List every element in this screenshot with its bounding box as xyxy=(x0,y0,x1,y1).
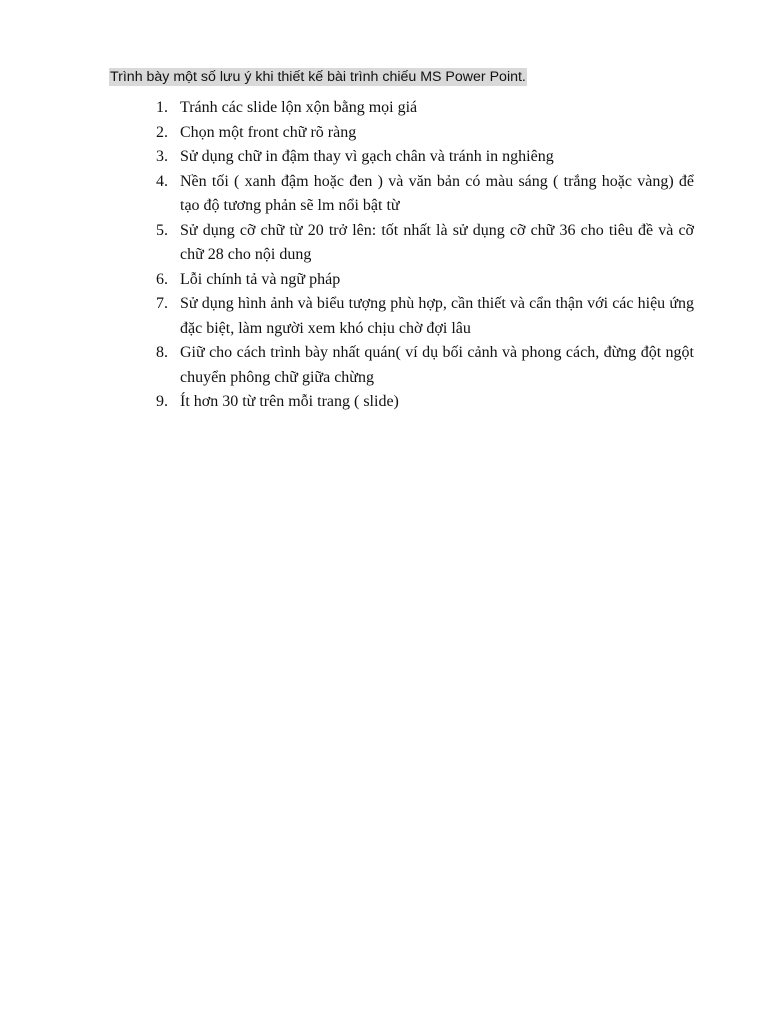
list-item-number: 3. xyxy=(156,148,168,165)
list-item-4 xyxy=(156,170,694,219)
list-item-text: Sử dụng chữ in đậm thay vì gạch chân và tránh in nghiêng xyxy=(180,148,554,165)
list-item-number: 1. xyxy=(156,99,168,116)
tips-list xyxy=(156,96,694,415)
list-item-3 xyxy=(156,145,694,170)
list-item-9 xyxy=(156,390,694,415)
list-item-1 xyxy=(156,96,694,121)
list-item-number: 9. xyxy=(156,393,168,410)
list-item-8 xyxy=(156,341,694,390)
list-item-text: Nền tối ( xanh đậm hoặc đen ) và văn bản có màu sáng ( trắng hoặc vàng) để tạo độ tương phản sẽ lm nổi bật từ xyxy=(180,172,694,214)
list-item-number: 5. xyxy=(156,221,168,239)
list-item-number: 6. xyxy=(156,270,168,288)
list-item-6 xyxy=(156,268,694,293)
list-item-number: 8. xyxy=(156,344,168,361)
list-item-text: Sử dụng cỡ chữ từ 20 trở lên: tốt nhất là sử dụng cỡ chữ 36 cho tiêu đề và cỡ chữ 28 cho nội dung xyxy=(180,221,694,263)
document-heading: Trình bày một số lưu ý khi thiết kế bài trình chiếu MS Power Point. xyxy=(110,69,526,85)
list-item-text: Ít hơn 30 từ trên mỗi trang ( slide) xyxy=(180,393,399,410)
list-item-7 xyxy=(156,292,694,341)
list-item-5 xyxy=(156,219,694,268)
list-item-number: 4. xyxy=(156,172,168,190)
list-item-number: 7. xyxy=(156,295,168,312)
list-item-text: Giữ cho cách trình bày nhất quán( ví dụ bối cảnh và phong cách, đừng đột ngột chuyển phông chữ giữa chừng xyxy=(180,344,694,386)
list-item-number: 2. xyxy=(156,123,168,141)
list-item-text: Tránh các slide lộn xộn bằng mọi giá xyxy=(180,99,418,116)
list-item-text: Sử dụng hình ảnh và biểu tượng phù hợp, cần thiết và cẩn thận với các hiệu ứng đặc biệt, làm người xem khó chịu chờ đợi lâu xyxy=(180,295,694,337)
list-item-text: Chọn một front chữ rõ ràng xyxy=(180,123,357,141)
list-item-text: Lỗi chính tả và ngữ pháp xyxy=(180,270,341,288)
list-item-2 xyxy=(156,121,694,146)
